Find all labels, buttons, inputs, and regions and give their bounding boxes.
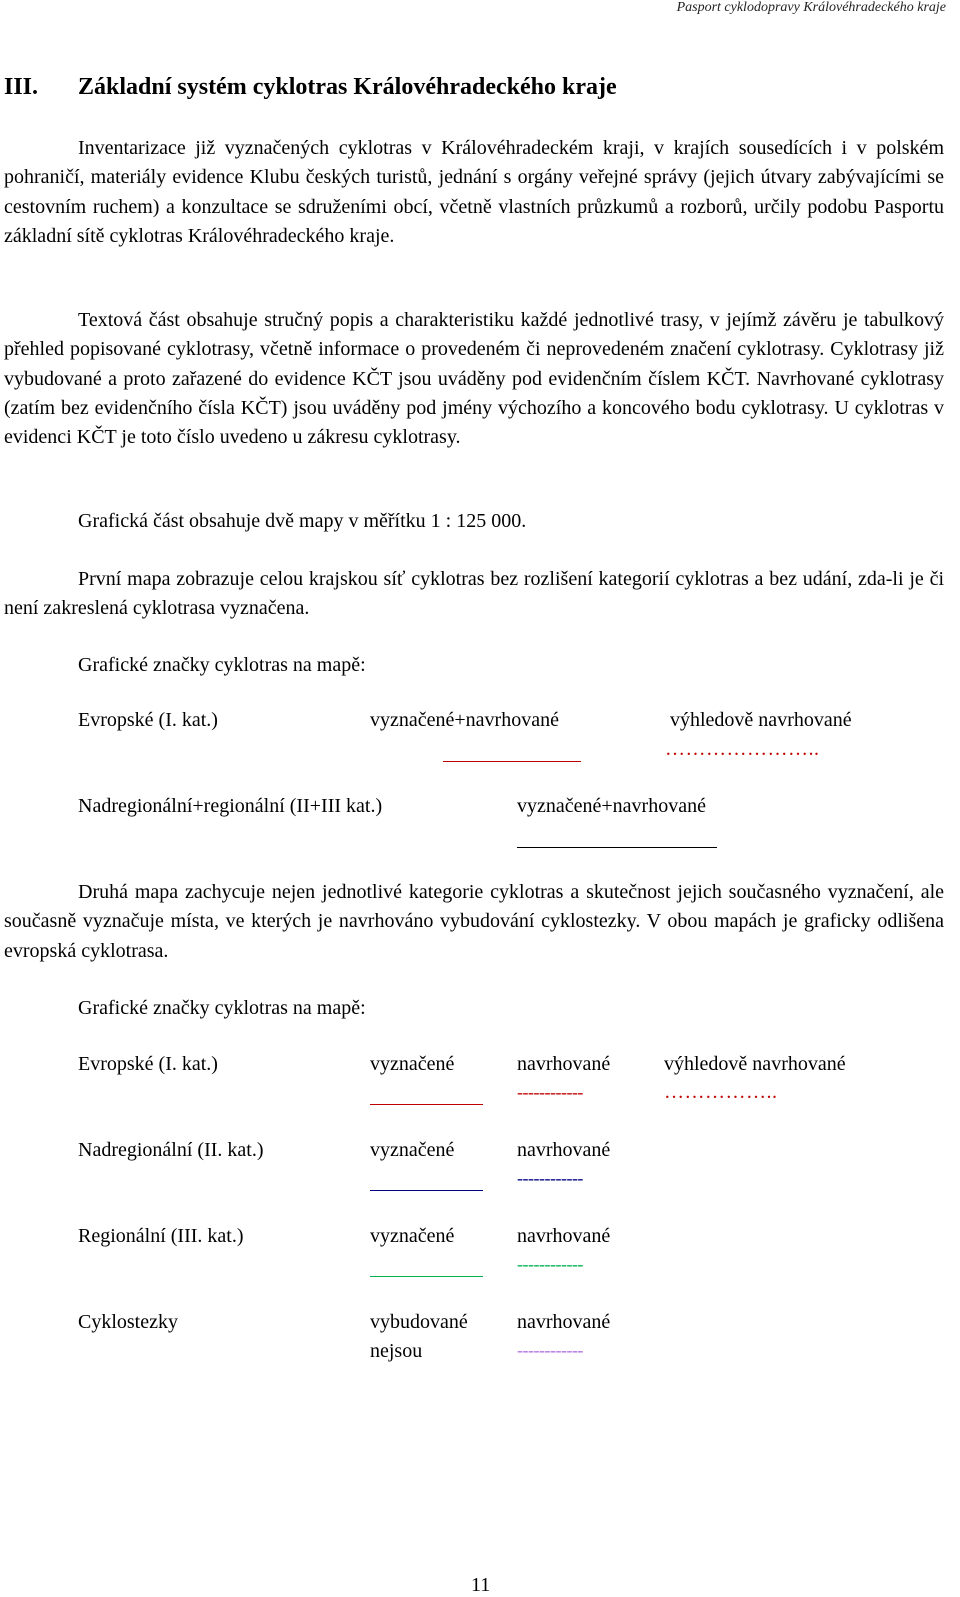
legend2-european-dotted-line: …………….. [664,1081,778,1103]
paragraph-inventory: Inventarizace již vyznačených cyklotras v Královéhradeckém kraji, v krajích sousedících i v polském pohraničí, materiály evidence Klubu českých turistů, jednání s orgány veřejné správy (jejich útvary zabývajícími se cestovním ruchem) a konzultace se sdruženími obcí, včetně vlastních průzkumů a rozborů, určily podobu Pasportu základní sítě cyklotras Královéhradeckého kraje. [4,137,944,247]
legend2-regional-label: Regionální (III. kat.) [78,1225,244,1247]
legend2-regional-marked-label: vyznačené [370,1225,455,1247]
paragraph-graphic-part: Grafická část obsahuje dvě mapy v měřítku 1 : 125 000. [78,510,527,532]
section-title: Základní systém cyklotras Královéhradeckého kraje [78,74,617,100]
legend1-european-label: Evropské (I. kat.) [78,709,218,731]
legend2-cyclepath-label: Cyklostezky [78,1311,178,1333]
legend1-european-solid-line [443,761,581,762]
legend2-european-future-label: výhledově navrhované [664,1053,846,1075]
legend2-regional-planned-label: navrhované [517,1225,611,1247]
legend1-caption: Grafické značky cyklotras na mapě: [78,654,366,676]
paragraph-first-map: První mapa zobrazuje celou krajskou síť cyklotras bez rozlišení kategorií cyklotras a bez udání, zda-li je či není zakreslená cyklotrasa vyznačena. [4,568,944,620]
page-number: 11 [471,1574,491,1596]
legend1-regional-marked-label: vyznačené+navrhované [517,795,706,817]
legend2-regional-dashed-line: ------------ [517,1254,583,1274]
legend1-european-dotted-line: ………………….. [665,738,820,760]
legend1-regional-label: Nadregionální+regionální (II+III kat.) [78,795,383,817]
legend2-cyclepath-built-label: vybudované [370,1311,468,1333]
legend2-supraregional-marked-label: vyznačené [370,1139,455,1161]
legend2-european-solid-line [370,1104,483,1105]
legend2-european-label: Evropské (I. kat.) [78,1053,218,1075]
legend2-supraregional-label: Nadregionální (II. kat.) [78,1139,264,1161]
legend1-european-marked-label: vyznačené+navrhované [370,709,559,731]
legend2-caption: Grafické značky cyklotras na mapě: [78,997,366,1019]
legend2-cyclepath-dashed-line: ------------ [517,1340,583,1360]
running-header: Pasport cyklodopravy Královéhradeckého kraje [676,0,946,15]
section-heading [4,74,617,101]
legend2-supraregional-solid-line [370,1190,483,1191]
legend2-cyclepath-none-label: nejsou [370,1340,423,1362]
legend2-supraregional-dashed-line: ------------ [517,1168,583,1188]
legend2-european-dashed-line: ------------ [517,1082,583,1102]
legend2-cyclepath-planned-label: navrhované [517,1311,611,1333]
legend2-european-marked-label: vyznačené [370,1053,455,1075]
legend2-regional-solid-line [370,1276,483,1277]
section-number: III. [4,74,39,100]
legend2-european-planned-label: navrhované [517,1053,611,1075]
legend2-supraregional-planned-label: navrhované [517,1139,611,1161]
legend1-regional-solid-line [517,847,717,848]
paragraph-text-part: Textová část obsahuje stručný popis a charakteristiku každé jednotlivé trasy, v jejímž závěru je tabulkový přehled popisované cyklotrasy, včetně informace o provedeném či neprovedeném značení cyklotrasy. Cyklotrasy již vybudované a proto zařazené do evidence KČT jsou uváděny pod evidenčním číslem KČT. Navrhované cyklotrasy (zatím bez evidenčního čísla KČT) jsou uváděny pod jmény výchozího a koncového bodu cyklotrasy. U cyklotras v evidenci KČT je toto číslo uvedeno u zákresu cyklotrasy. [4,309,944,449]
paragraph-second-map: Druhá mapa zachycuje nejen jednotlivé kategorie cyklotras a skutečnost jejich současného vyznačení, ale současně vyznačuje místa, ve kterých je navrhováno vybudování cyklostezky. V obou mapách je graficky odlišena evropská cyklotrasa. [4,881,944,962]
legend1-european-planned-label: výhledově navrhované [670,709,852,731]
